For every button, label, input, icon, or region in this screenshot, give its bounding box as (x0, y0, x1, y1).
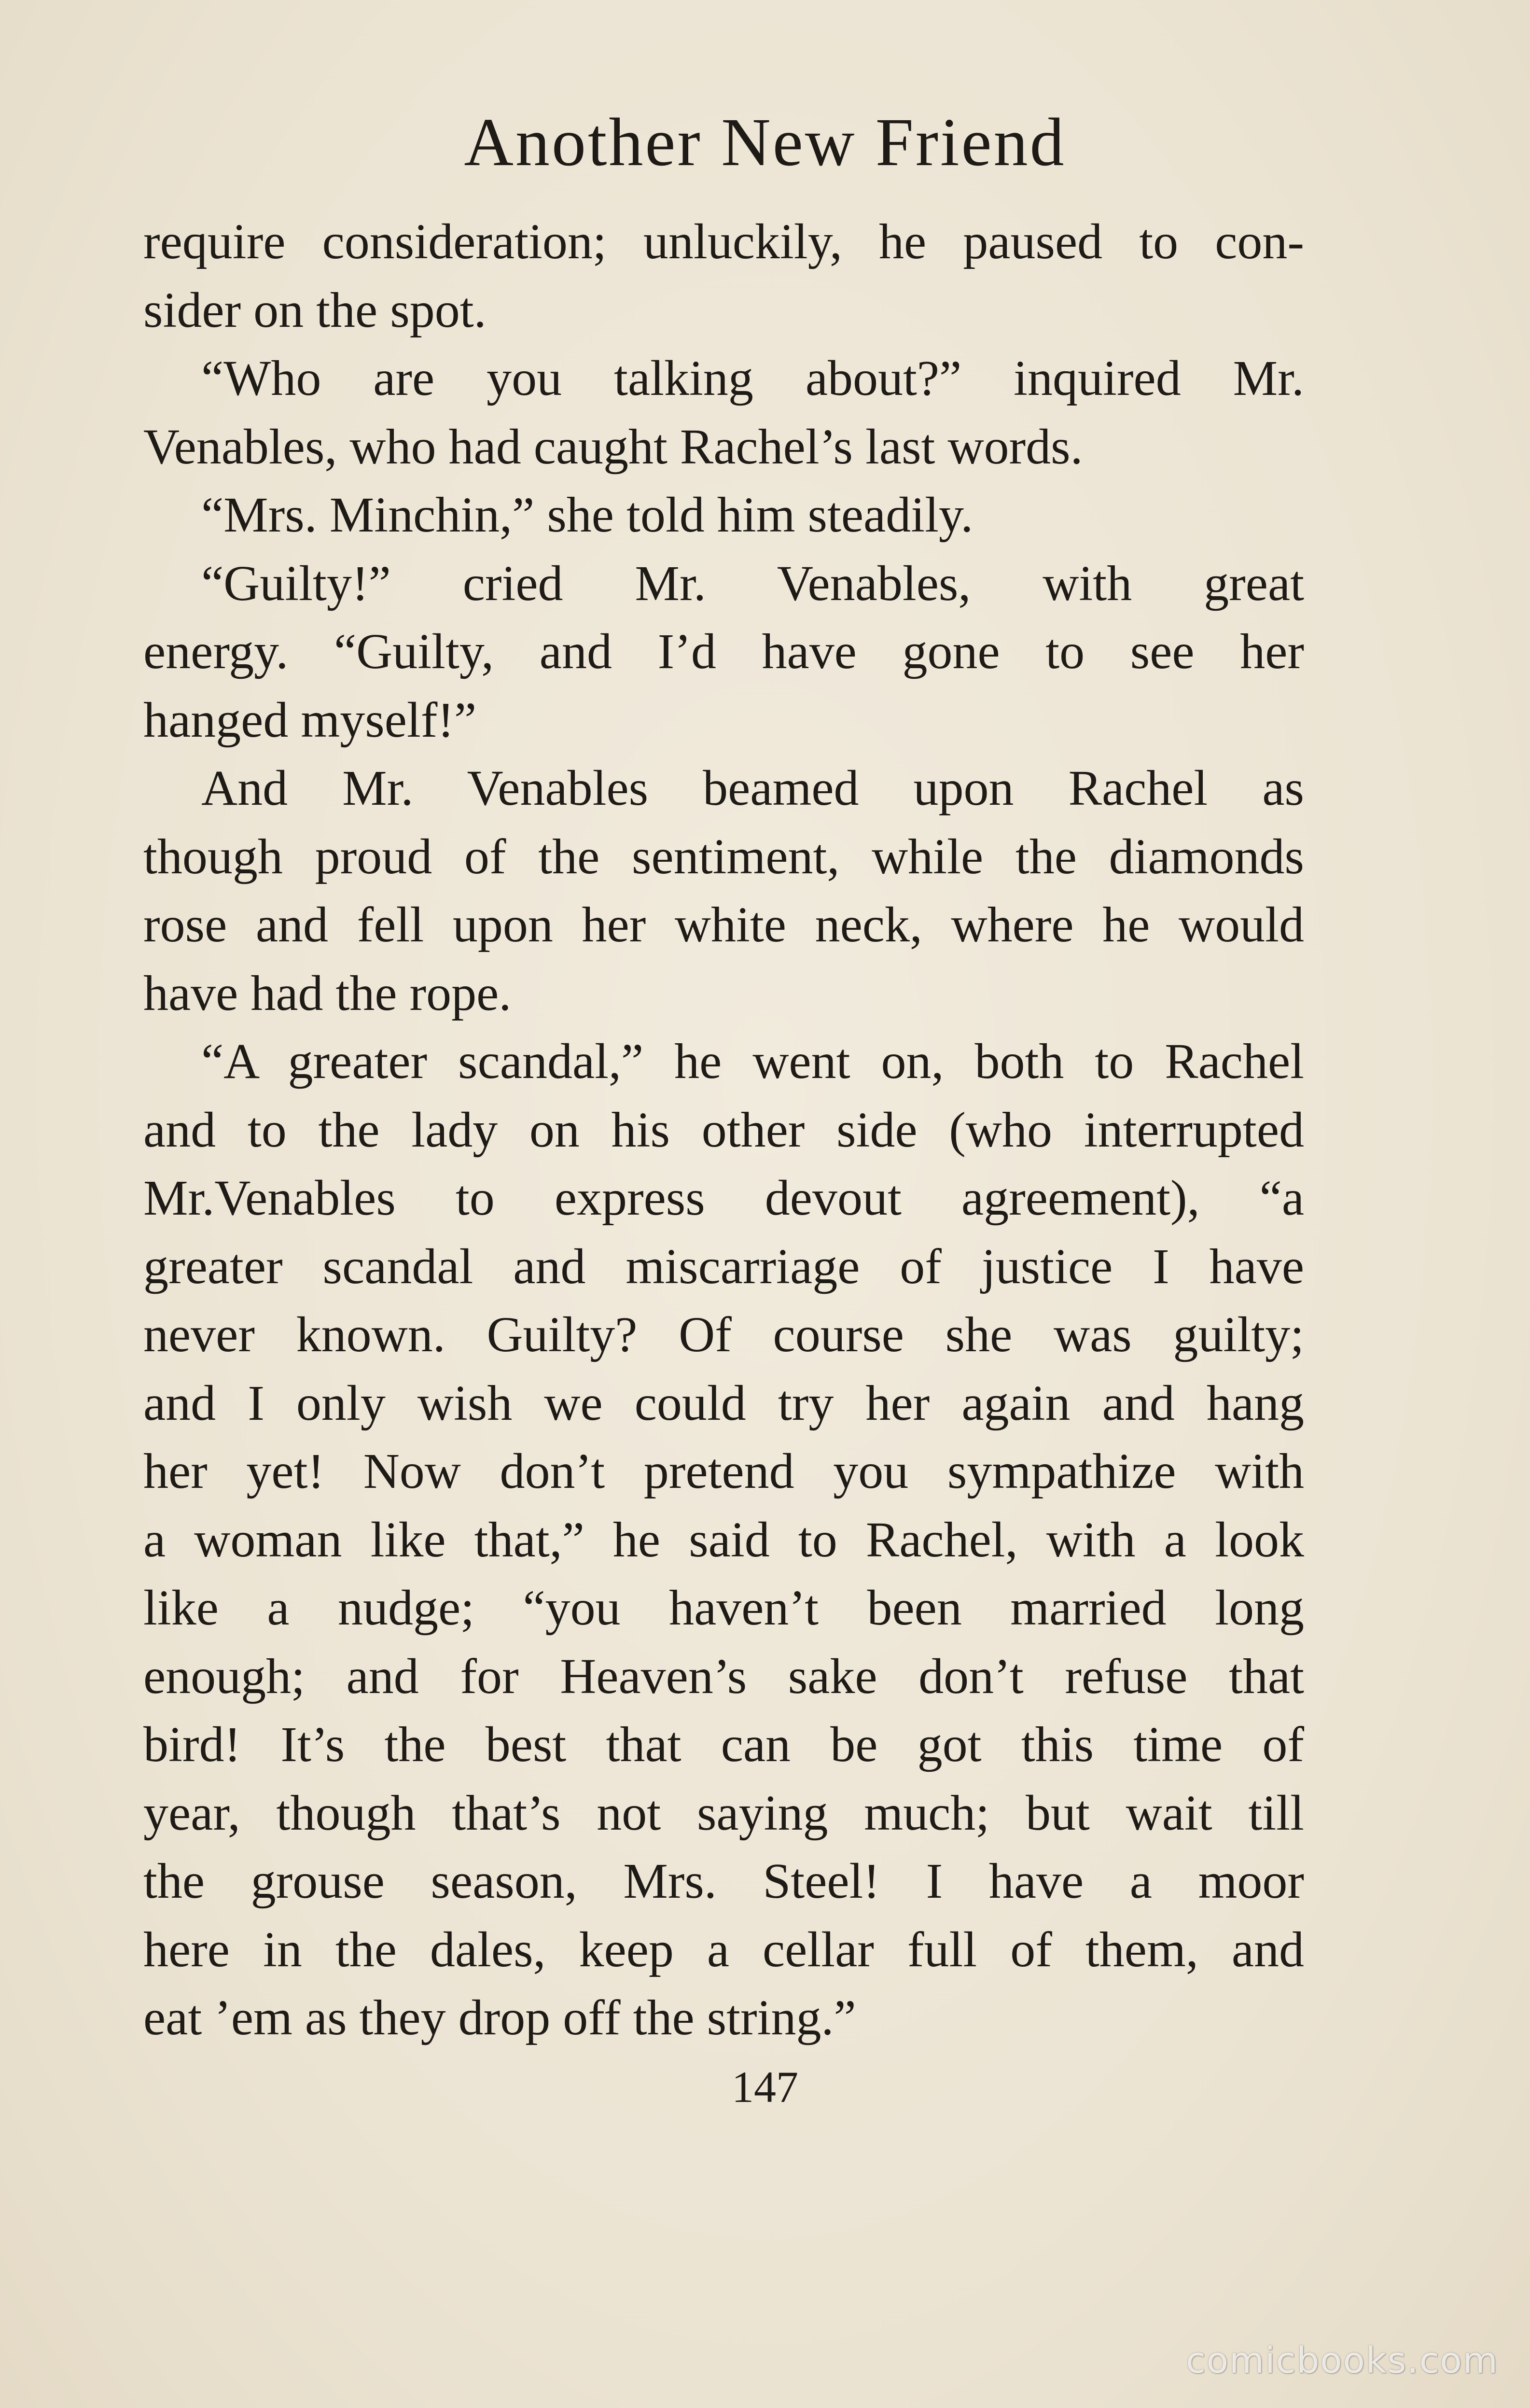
page-number: 147 (732, 2062, 798, 2112)
text-line: here in the dales, keep a cellar full of them, and (143, 1921, 1304, 1977)
paragraph (143, 344, 1304, 481)
text-line: bird! It’s the best that can be got this time of (143, 1717, 1304, 1772)
paragraph (143, 208, 1304, 344)
text-line: Mr.Venables to express devout agreement), “a (143, 1170, 1304, 1226)
text-line: and I only wish we could try her again and hang (143, 1375, 1304, 1431)
text-line: hanged myself!” (143, 692, 477, 748)
text-line: have had the rope. (143, 965, 512, 1021)
paragraph (143, 1027, 1304, 2052)
watermark: comicbooks.com (1186, 2340, 1499, 2381)
text-line: require consideration; unluckily, he paused to con- (143, 214, 1304, 269)
text-line: like a nudge; “you haven’t been married long (143, 1580, 1304, 1636)
text-line: And Mr. Venables beamed upon Rachel as (201, 760, 1304, 816)
text-line: energy. “Guilty, and I’d have gone to see her (143, 624, 1304, 679)
paragraph (143, 549, 1304, 755)
text-line: sider on the spot. (143, 282, 487, 338)
text-line: year, though that’s not saying much; but wait till (143, 1785, 1304, 1841)
text-line: Venables, who had caught Rachel’s last words. (143, 419, 1083, 475)
text-line: rose and fell upon her white neck, where he would (143, 897, 1304, 952)
text-line: never known. Guilty? Of course she was guilty; (143, 1307, 1304, 1362)
text-line: the grouse season, Mrs. Steel! I have a moor (143, 1853, 1304, 1909)
running-head: Another New Friend (464, 104, 1066, 180)
text-line: “Guilty!” cried Mr. Venables, with great (201, 555, 1304, 611)
text-line: eat ’em as they drop off the string.” (143, 1990, 856, 2045)
text-line: “A greater scandal,” he went on, both to Rachel (201, 1034, 1304, 1089)
text-line: her yet! Now don’t pretend you sympathize with (143, 1443, 1304, 1499)
text-line: a woman like that,” he said to Rachel, with a look (143, 1512, 1304, 1568)
text-line: greater scandal and miscarriage of justice I have (143, 1238, 1304, 1294)
body-text (143, 208, 1304, 2052)
text-line: “Mrs. Minchin,” she told him steadily. (201, 487, 974, 543)
text-line: though proud of the sentiment, while the diamonds (143, 828, 1304, 884)
text-line: “Who are you talking about?” inquired Mr. (201, 350, 1304, 406)
paragraph (143, 481, 1304, 549)
paragraph (143, 754, 1304, 1027)
text-line: enough; and for Heaven’s sake don’t refuse that (143, 1648, 1304, 1704)
text-line: and to the lady on his other side (who interrupted (143, 1102, 1304, 1158)
